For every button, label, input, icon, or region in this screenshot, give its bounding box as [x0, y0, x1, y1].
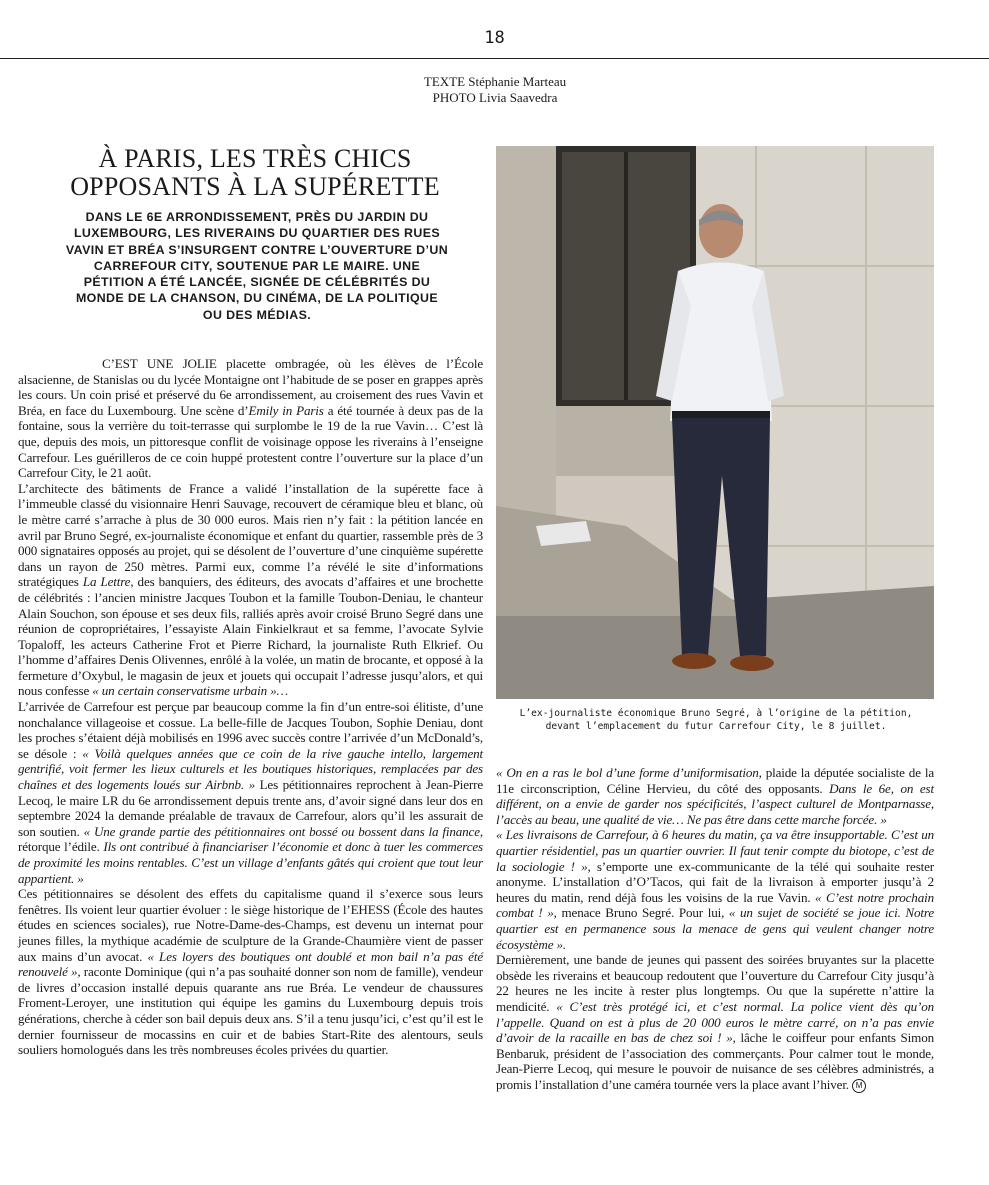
caption-line-1: L’ex-journaliste économique Bruno Segré, à l’origine de la pétition,	[519, 708, 913, 719]
p3-text-e: rétorque l’édile.	[18, 839, 104, 855]
p4-quote-2: « On en a ras le bol d’une forme d’uniformisation,	[496, 765, 762, 780]
p2-emphasis: La Lettre,	[82, 574, 134, 590]
p6-text-a: Dernièrement, une bande de jeunes qui passent des soirées bruyantes sur la placette obsède les riverains et beaucoup redoutent que l’ouverture du Carrefour City jusqu’à 22 heures ne les incite à rester plus longtemps. Ou que la supérette n’attire la mendicité.	[496, 952, 934, 1014]
text-author: Stéphanie Marteau	[468, 74, 567, 89]
paragraph-3	[18, 699, 483, 886]
p2-text-a: L’architecte des bâtiments de France a validé l’installation de la supérette face à l’immeuble classé du visionnaire Henri Sauvage, recouvert de céramique bleu et blanc, où le mètre carré s’arrache à plus de 30 000 euros. Mais rien n’y fait : la pétition lancée en avril par Bruno Segré, ex-journaliste économique et enfant du quartier, rassemble près de 3 000 signataires opposés au projet, qui se désolent de l’ouverture d’une cinquième supérette dans un rayon de 250 mètres. Parmi eux, comme l’a révélé le site d’informations stratégiques	[18, 480, 483, 590]
p3-text-c: Les pétitionnaires reprochent à Jean-Pierre Lecoq, le maire LR du 6e arrondissement depuis trente ans, d’avoir signé dans leur dos en septembre 2024 la demande préalable de travaux de Carrefour, alors qu’il les assurait de son soutien.	[18, 777, 483, 839]
headline	[40, 145, 470, 201]
p4-text-e: plaide la députée socialiste de la 11e circonscription, Céline Hervieu, du côté des opposants.	[496, 765, 934, 796]
p4-quote-3: Dans le 6e, on est différent, on a envie de garder nos spécificités, l’aspect culturel de Montparnasse, l’accès au beau, une qualité de vie… Ne pas être dans cette marche forcée. »	[496, 780, 934, 827]
p3-text-a: L’arrivée de Carrefour est perçue par beaucoup comme la fin d’un entre-soi élitiste, d’une nonchalance villageoise et cossue. La belle-fille de Jacques Toubon, Sophie Deniau, dont les proches s’étaient déjà mobilisés en 1996 avec succès contre l’arrivée d’un McDonald’s, se désole :	[18, 699, 483, 761]
p3-quote-3: Ils ont contribué à financiariser l’économie et donc à tuer les commerces de proximité les moins rentables. C’est un village d’enfants gâtés qui croient que tout leur appartient. »	[18, 839, 483, 886]
photo-credit-label: PHOTO	[432, 90, 476, 105]
photo-credit	[330, 90, 660, 106]
standfirst: DANS LE 6E ARRONDISSEMENT, PRÈS DU JARDIN DU LUXEMBOURG, LES RIVERAINS DU QUARTIER DES RUES VAVIN ET BRÉA S’INSURGENT CONTRE L’OUVERTURE D’UN CARREFOUR CITY, SOUTENUE PAR LE MAIRE. UNE PÉTITION A ÉTÉ LANCÉE, SIGNÉE DE CÉLÉBRITÉS DU MONDE DE LA CHANSON, DU CINÉMA, DE LA POLITIQUE OU DES MÉDIAS.	[65, 210, 449, 322]
p3-quote-1: « Voilà quelques années que ce coin de la rive gauche intello, largement gentrifié, voit fermer les lieux culturels et les boutiques historiques, remplacées par des chaînes et des logements loués sur Airbnb. »	[18, 745, 483, 793]
p6-quote: « C’est très protégé ici, et c’est normal. La police vient dès qu’on l’appelle. Quand on est à plus de 20 000 euros le mètre carré, on n’a pas envie d’avoir de la racaille en bas de chez soi ! »,	[496, 998, 934, 1046]
paragraph-5	[496, 827, 934, 952]
paragraph-4-continued	[496, 765, 934, 827]
text-credit-label: TEXTE	[423, 74, 466, 89]
p1-text-c: a été tournée à deux pas de la fontaine, sous la verrière du toit-terrasse qui surplombe le 19 de la rue Vavin… C’est là que, depuis des mois, un pittoresque conflit de voisinage oppose les riverains à l’enseigne Carrefour. Les guérilleros de ce coin huppé protestent contre l’ouverture sur la place d’un Carrefour City, le 21 août.	[18, 402, 483, 481]
photo-illustration	[496, 146, 934, 699]
photo-author: Livia Saavedra	[479, 90, 558, 105]
headline-line-1: À PARIS, LES TRÈS CHICS	[98, 144, 412, 173]
paragraph-6	[496, 952, 934, 1093]
article-column-left	[18, 356, 483, 1058]
photo-caption	[500, 707, 932, 733]
p1-emphasis: Emily in Paris	[248, 402, 324, 418]
p5-quote-3: « un sujet de société se joue ici. Notre quartier est en permanence sous la menace de gens qui veulent changer notre écosystème ».	[496, 905, 935, 952]
p5-text-d: menace Bruno Segré. Pour lui,	[556, 905, 729, 921]
paragraph-1	[18, 356, 483, 481]
end-of-article-mark: M	[852, 1079, 866, 1093]
article-photo	[496, 146, 934, 699]
p4-text-a: Ces pétitionnaires se désolent des effets du capitalisme quand il s’exerce sous leurs fenêtres. Ils voient leur quartier évoluer : le siège historique de l’EHESS (École des hautes études en sciences sociales), rue Notre-Dame-des-Champs, est devenu un internat pour jeunes filles, la mythique académie de sculpture de la Grande-Chaumière vient de passer aux mains d’un avocat.	[18, 886, 483, 964]
text-credit	[330, 74, 660, 90]
article-column-right	[496, 765, 934, 1093]
p1-text-a: C’EST UNE JOLIE placette ombragée, où les élèves de l’École alsacienne, de Stanislas ou du lycée Montaigne ont l’habitude de se poser en grappes après les cours. Un coin prisé et préservé du 6e arrondissement, au croisement des rues Vavin et Bréa, en face du Luxembourg. Une scène d’	[18, 356, 483, 418]
caption-line-2: devant l’emplacement du futur Carrefour City, le 8 juillet.	[545, 721, 887, 732]
p2-text-c: des banquiers, des éditeurs, des avocats d’affaires et une brochette de célébrités : l’ancien ministre Jacques Toubon et la famille Toubon-Deniau, le chanteur Alain Souchon, son épouse et ses deux fils, ralliés après avoir croisé Bruno Segré dans une réunion de copropriétaires, l’essayiste Alain Finkielkraut et sa femme, l’avocate Sylvie Topaloff, les acteurs Catherine Frot et Pierre Richard, la journaliste Ruth Elkrief. Ou l’homme d’affaires Denis Olivennes, enrôlé à la volée, un matin de brocante, et opposé à la fermeture d’Oxybul, le magasin de jeux et jouets qui occupait l’adresse jusqu’alors, et qui nous confesse	[18, 574, 483, 699]
p5-quote-2: « C’est notre prochain combat ! »,	[496, 889, 934, 921]
paragraph-4	[18, 886, 483, 1058]
header-rule	[0, 58, 989, 59]
p3-quote-2: « Une grande partie des pétitionnaires ont bossé ou bossent dans la finance,	[83, 823, 483, 839]
page-number: 18	[484, 28, 505, 48]
p4-text-c: raconte Dominique (qui n’a pas souhaité donner son nom de famille), vendeur de livres d’occasion installé depuis quarante ans rue Bréa. Le vendeur de chaussures Froment-Leroyer, une institution qui équipe les gamins du Luxembourg depuis trois générations, cherche à céder son bail depuis deux ans. S’il a tenu jusqu’ici, c’est qu’il est le dernier fournisseur de mocassins en cuir et de babies Start-Rite des alentours, seuls souliers homologués dans les très nombreuses écoles privées du quartier.	[18, 964, 483, 1058]
p5-quote-1: « Les livraisons de Carrefour, à 6 heures du matin, ça va être insupportable. C’est un quartier résidentiel, pas un quartier ouvrier. Il faut tenir compte du biotope, c’est de la sociologie ! »,	[496, 827, 934, 874]
p2-quote: « un certain conservatisme urbain »…	[92, 683, 288, 699]
paragraph-2	[18, 481, 483, 699]
byline	[330, 74, 660, 106]
p5-text-b: s’emporte une ex-communicante de la télé qui souhaite rester anonyme. L’installation d’O’Tacos, qui fait de la livraison à emporter jusqu’à 2 heures du matin, rend déjà fous les voisins de la rue Vavin.	[496, 858, 934, 905]
p4-quote-1: « Les loyers des boutiques ont doublé et mon bail n’a pas été renouvelé »,	[18, 948, 483, 980]
headline-line-2: OPPOSANTS À LA SUPÉRETTE	[70, 172, 440, 201]
p6-text-c: lâche le coiffeur pour enfants Simon Benbaruk, président de l’association des commerçants. Pour calmer tout le monde, Jean-Pierre Lecoq, qui mesure le pouvoir de nuisance de ses célèbres administrés, a promis l’installation d’une caméra tournée vers la place avant l’hiver.	[496, 1030, 934, 1092]
